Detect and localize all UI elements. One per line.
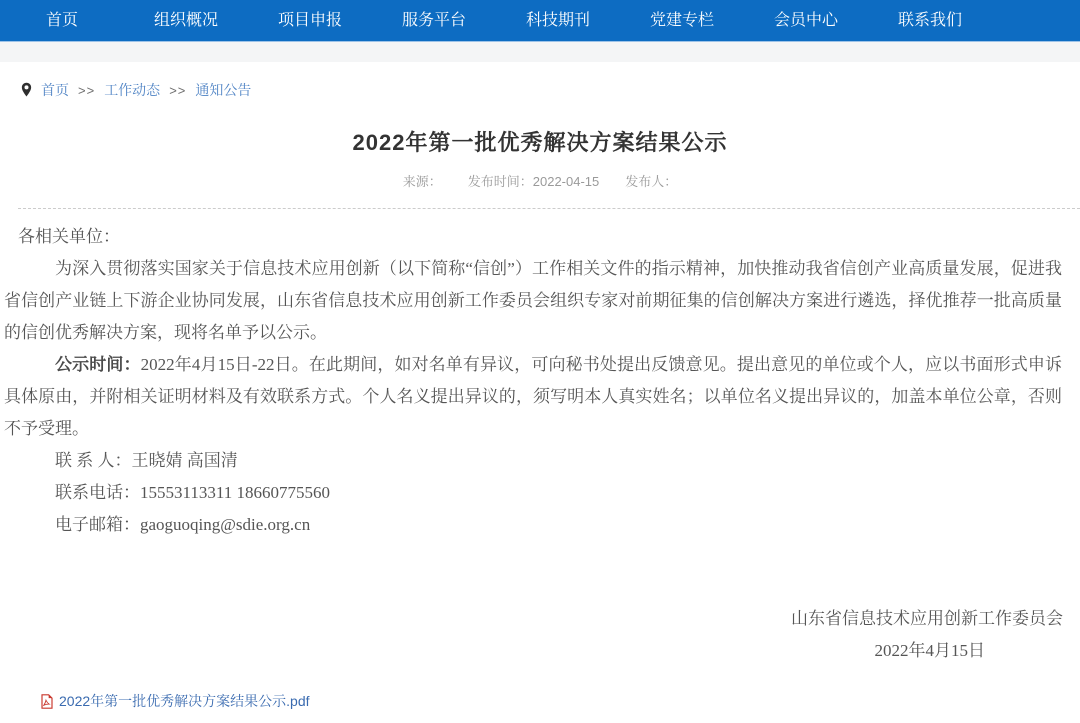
attachment-pdf-link[interactable]: 2022年第一批优秀解决方案结果公示.pdf — [59, 693, 310, 709]
salutation-line: 各相关单位： — [18, 227, 120, 246]
nav-item-scitech-journal[interactable]: 科技期刊 — [525, 11, 590, 29]
breadcrumb-separator: >> — [78, 82, 96, 98]
contact-email-line: 电子邮箱：gaoguoqing@sdie.org.cn — [55, 515, 311, 534]
nav-sub-strip — [0, 42, 1080, 62]
nav-item-member-center[interactable]: 会员中心 — [773, 11, 838, 29]
article-page — [0, 80, 1080, 711]
meta-publish-time-value: 2022-04-15 — [532, 174, 600, 189]
top-nav-bar — [0, 0, 1080, 42]
publicity-period-text: 2022年4月15日-22日。在此期间，如对名单有异议，可向秘书处提出反馈意见。提出意见的单位或个人，应以书面形式申诉具体原由，并附相关证明材料及有效联系方式。个人名义提出异议的，须写明本人真实姓名；以单位名义提出异议的，加盖本单位公章，否则不予受理。 — [4, 355, 1062, 438]
signature-organization: 山东省信息技术应用创新工作委员会 — [791, 609, 1063, 628]
contact-person-line: 联 系 人：王晓婧 高国清 — [55, 451, 238, 470]
contact-phone-line: 联系电话：15553113311 18660775560 — [55, 483, 330, 502]
article-title: 2022年第一批优秀解决方案结果公示 — [352, 130, 728, 155]
signature-date: 2022年4月15日 — [874, 641, 985, 660]
meta-publish-time-label: 发布时间： — [467, 174, 533, 189]
breadcrumb-work-dynamics-link[interactable]: 工作动态 — [104, 82, 161, 98]
article-body — [4, 221, 1062, 541]
signature-block — [0, 603, 1080, 667]
body-paragraph-1: 为深入贯彻落实国家关于信息技术应用创新（以下简称“信创”）工作相关文件的指示精神，加快推动我省信创产业高质量发展，促进我省信创产业链上下游企业协同发展，山东省信息技术应用创新工作委员会组织专家对前期征集的信创解决方案进行遴选，择优推荐一批高质量的信创优秀解决方案，现将名单予以公示。 — [4, 259, 1062, 342]
nav-item-home[interactable]: 首页 — [45, 11, 78, 29]
body-paragraph-2 — [4, 349, 1062, 445]
nav-item-project-application[interactable]: 项目申报 — [277, 11, 342, 29]
pdf-file-icon — [40, 694, 54, 709]
publicity-period-label: 公示时间： — [55, 355, 141, 374]
location-pin-icon — [20, 82, 33, 98]
breadcrumb-separator: >> — [169, 82, 187, 98]
nav-item-service-platform[interactable]: 服务平台 — [401, 11, 466, 29]
attachment-row — [40, 691, 1080, 711]
nav-item-contact-us[interactable]: 联系我们 — [897, 11, 962, 29]
article-meta-row — [0, 171, 1080, 190]
meta-publisher-label: 发布人： — [625, 174, 678, 189]
nav-item-organization-overview[interactable]: 组织概况 — [153, 11, 218, 29]
nav-item-party-building[interactable]: 党建专栏 — [649, 11, 714, 29]
meta-source-label: 来源： — [402, 174, 442, 189]
dashed-divider — [18, 208, 1080, 209]
breadcrumb — [20, 80, 1080, 100]
breadcrumb-home-link[interactable]: 首页 — [41, 82, 69, 98]
breadcrumb-notice-announcement-link[interactable]: 通知公告 — [195, 82, 252, 98]
